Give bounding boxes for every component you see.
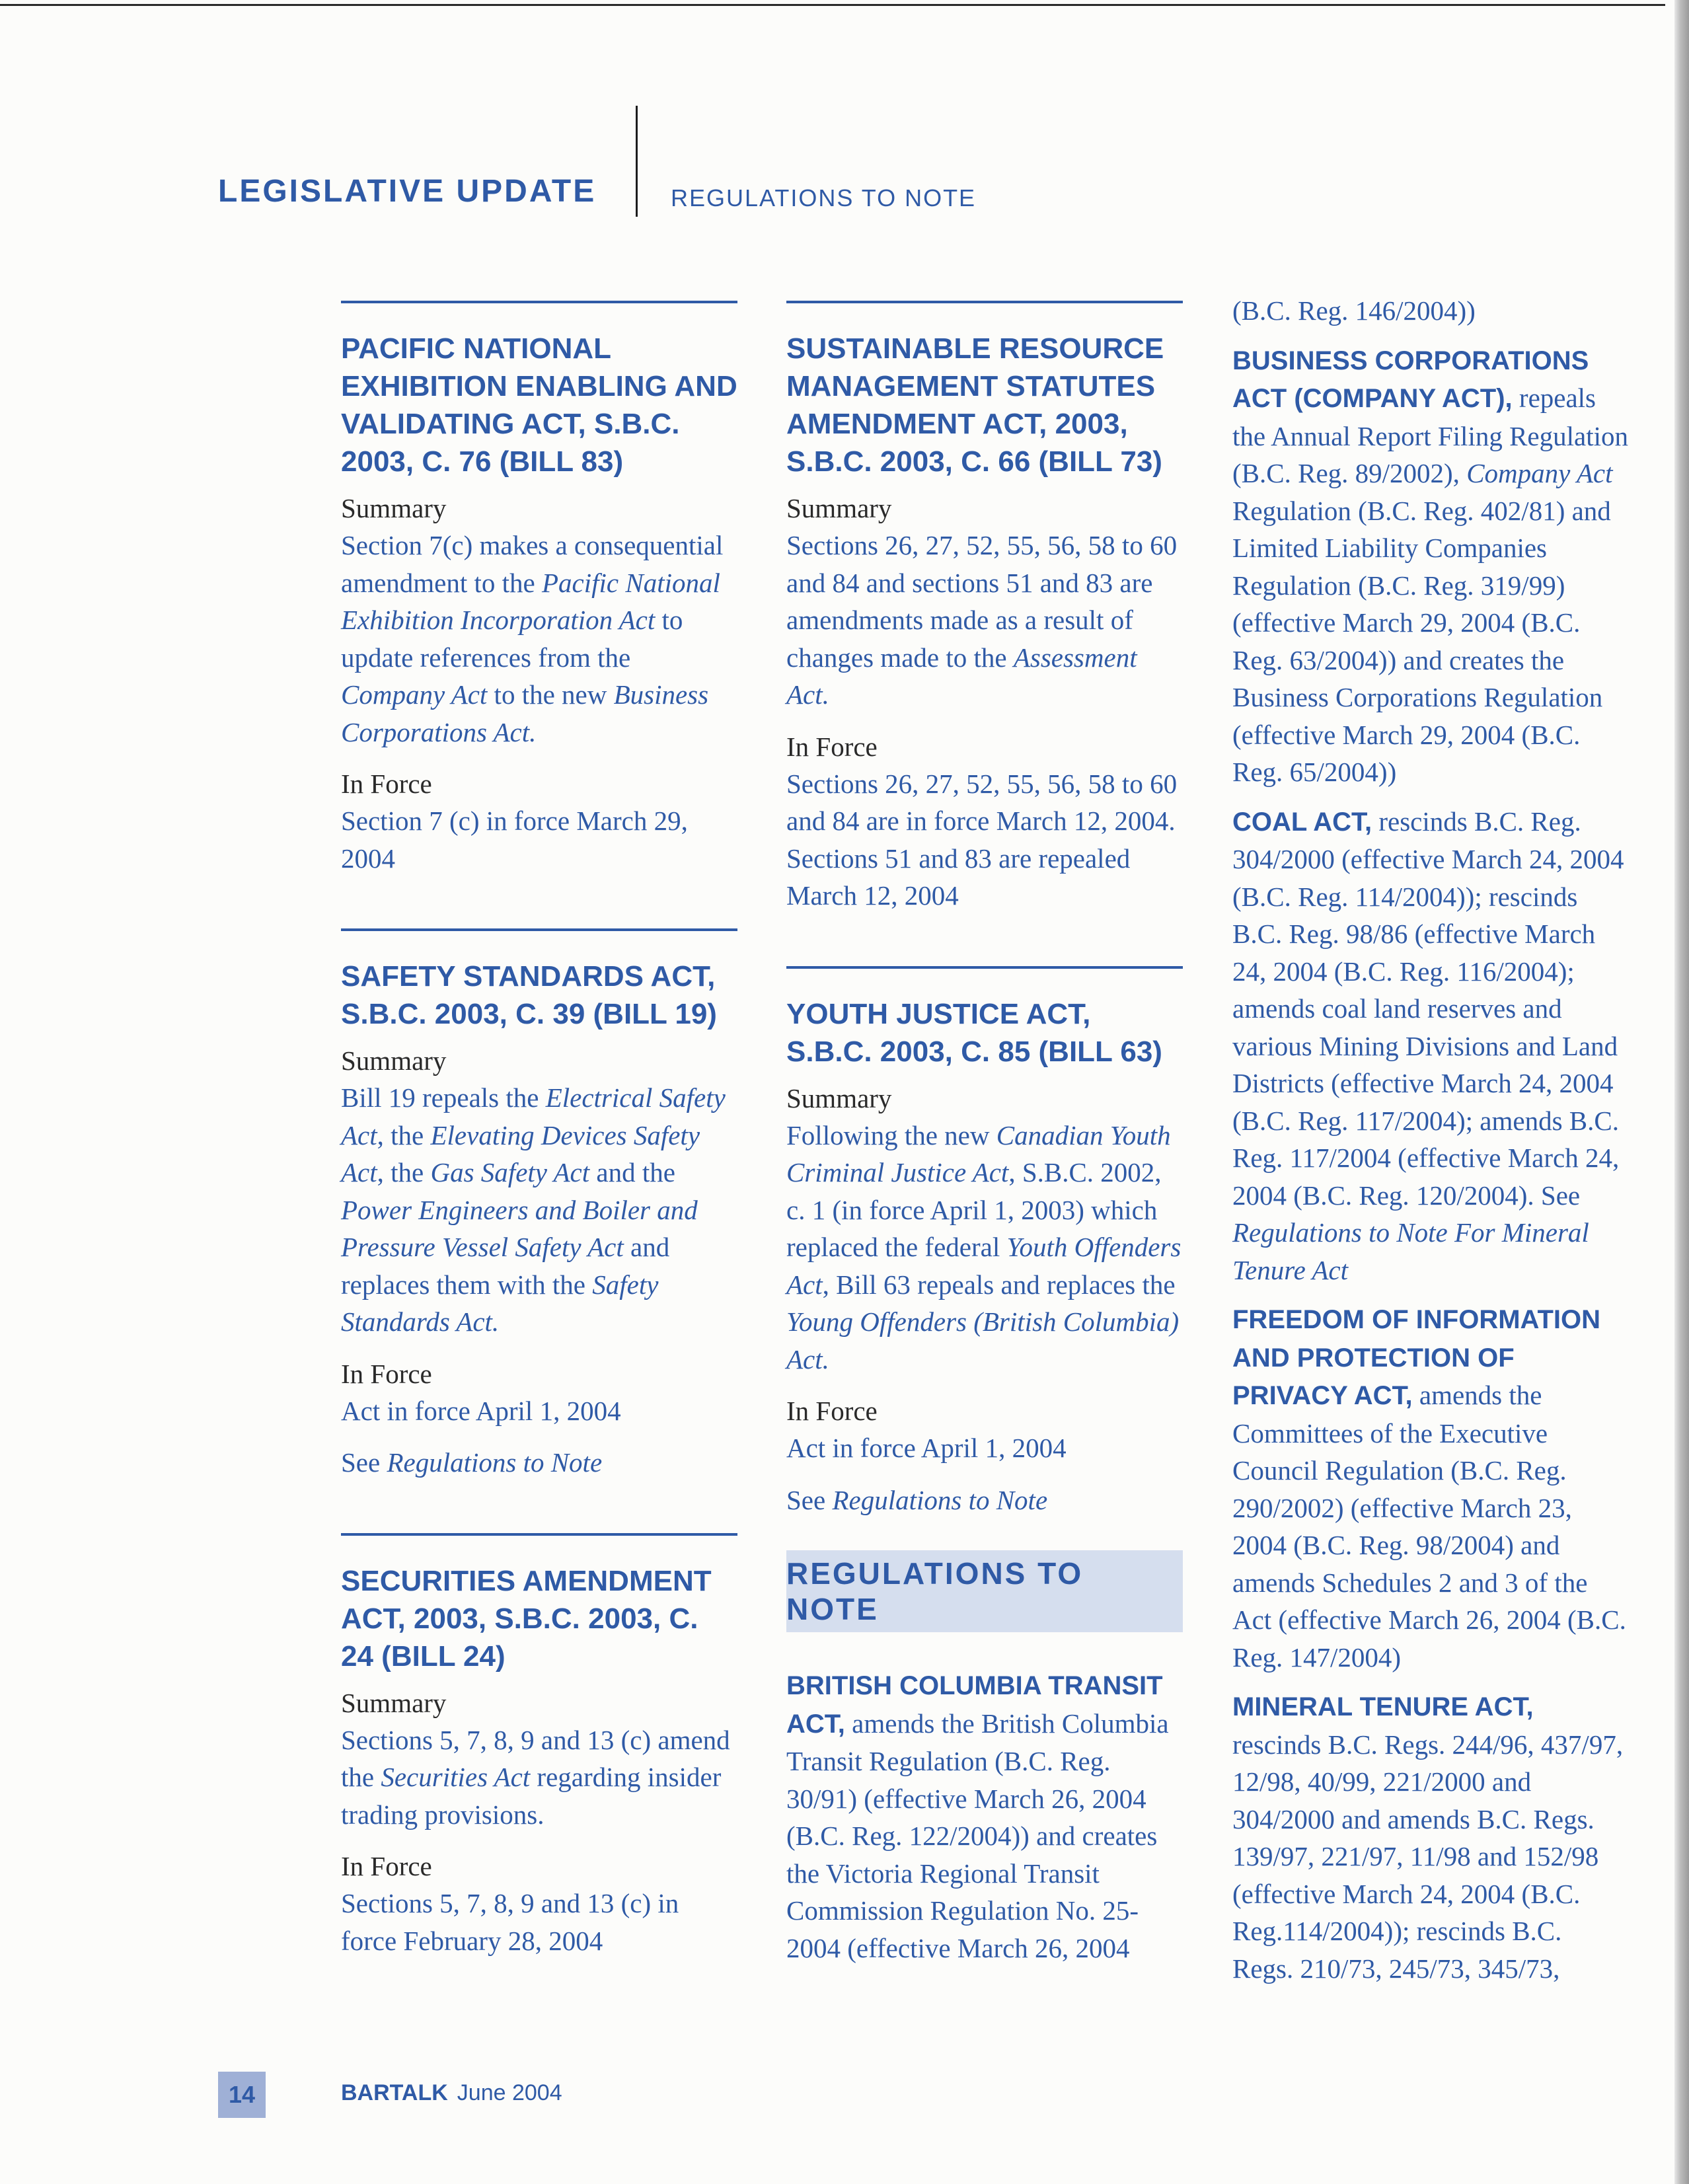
act-summary	[341, 1721, 737, 1834]
text-run: to update references from the	[341, 605, 683, 673]
in-force-label: In Force	[786, 1396, 878, 1426]
regulation-text	[1232, 806, 1624, 1285]
see-reference	[341, 1444, 737, 1482]
text-run: Regulation (B.C. Reg. 402/81) and Limited Liability Companies Regulation (B.C. Reg. 319/99) (effective March 29, 2004 (B.C. Reg. 63/2004)) and creates the Business Corporations Regulation (effective March 29, 2004 (B.C. Reg. 65/2004))	[1232, 495, 1611, 787]
act-title: YOUTH JUSTICE ACT, S.B.C. 2003, C. 85 (BILL 63)	[786, 997, 1162, 1068]
text-run: rescinds B.C. Regs. 244/96, 437/97, 12/98, 40/99, 221/2000 and 304/2000 and amends B.C. Regs. 139/97, 221/97, 11/98 and 152/98 (effective March 24, 2004 (B.C. Reg.114/2004)); rescinds B.C. Regs. 210/73, 245/73, 345/73,	[1232, 1729, 1624, 1984]
regulation-text	[1232, 1380, 1626, 1673]
in-force-label: In Force	[341, 1851, 432, 1881]
summary-label: Summary	[786, 1082, 892, 1113]
section-subtitle: REGULATIONS TO NOTE	[671, 184, 977, 211]
text-run: Sections 5, 7, 8, 9 and 13 (c) amend the	[341, 1724, 730, 1792]
act-in-force: Act in force April 1, 2004	[341, 1395, 621, 1426]
act-in-force: Act in force April 1, 2004	[786, 1433, 1067, 1463]
italic-text: Company Act	[341, 679, 488, 710]
text-run: Section 7(c) makes a consequential amendment to the	[341, 530, 724, 598]
act-block	[786, 995, 1183, 1519]
text-run: Bill 19 repeals the	[341, 1082, 546, 1113]
act-summary	[341, 527, 737, 751]
act-title: SECURITIES AMENDMENT ACT, 2003, S.B.C. 2003, C. 24 (BILL 24)	[341, 1564, 712, 1673]
summary-label: Summary	[786, 493, 892, 523]
italic-text: Securities Act	[381, 1762, 531, 1792]
see-prefix: See	[341, 1447, 387, 1478]
text-run: , the	[377, 1157, 431, 1187]
see-link[interactable]: Regulations to Note	[832, 1484, 1048, 1515]
regulation-entry	[1232, 803, 1629, 1289]
column-2	[786, 301, 1183, 1978]
regulation-entry	[1232, 342, 1629, 791]
act-summary	[786, 527, 1183, 714]
regulation-text	[786, 1708, 1169, 1963]
text-run: repeals the Annual Report Filing Regulation (B.C. Reg. 89/2002),	[1232, 383, 1629, 488]
summary-label: Summary	[341, 1687, 447, 1718]
act-title: SUSTAINABLE RESOURCE MANAGEMENT STATUTES AMENDMENT ACT, 2003, S.B.C. 2003, C. 66 (BILL 73)	[786, 332, 1164, 478]
italic-text: Business Corporations Act.	[341, 679, 709, 747]
regulations-heading-box: REGULATIONS TO NOTE	[786, 1550, 1183, 1632]
act-block	[786, 330, 1183, 915]
page-edge-shadow	[1674, 0, 1689, 2184]
section-title: LEGISLATIVE UPDATE	[218, 174, 597, 209]
italic-text: Power Engineers and Boiler and Pressure Vessel Safety Act	[341, 1194, 698, 1262]
italic-text: Regulations to Note For Mineral Tenure Act	[1232, 1217, 1589, 1285]
text-run: rescinds B.C. Reg. 304/2000 (effective March 24, 2004 (B.C. Reg. 114/2004)); rescinds B.C. Reg. 98/86 (effective March 24, 2004 (B.C. Reg. 116/2004); amends coal land reserves and various Mining Divisions and Land Districts (effective March 24, 2004 (B.C. Reg. 117/2004); amends B.C. Reg. 117/2004 (effective March 24, 2004 (B.C. Reg. 120/2004). See	[1232, 806, 1624, 1211]
text-run: and replaces them with the	[341, 1232, 670, 1300]
italic-text: Company Act	[1466, 458, 1613, 488]
act-summary	[341, 1079, 737, 1341]
regulation-entry	[1232, 1300, 1629, 1676]
italic-text: Safety Standards Act.	[341, 1269, 659, 1337]
act-in-force: Section 7 (c) in force March 29, 2004	[341, 806, 688, 874]
act-summary	[786, 1117, 1183, 1378]
regulation-act-name: FREEDOM OF INFORMATION AND PROTECTION OF PRIVACY ACT,	[1232, 1305, 1600, 1410]
in-force-label: In Force	[341, 1358, 432, 1389]
regulation-act-name: COAL ACT,	[1232, 807, 1372, 837]
section-rule	[786, 301, 1183, 303]
column-1	[341, 301, 737, 1959]
section-rule	[341, 1533, 737, 1536]
publication-name: BARTALK	[341, 2080, 448, 2105]
act-title: SAFETY STANDARDS ACT, S.B.C. 2003, C. 39 (BILL 19)	[341, 960, 717, 1030]
regulation-act-name: BUSINESS CORPORATIONS ACT (COMPANY ACT),	[1232, 346, 1589, 413]
regulation-continuation: (B.C. Reg. 146/2004))	[1232, 295, 1476, 326]
act-in-force: Sections 26, 27, 52, 55, 56, 58 to 60 and 84 are in force March 12, 2004. Sections 51 and 83 are repealed March 12, 2004	[786, 768, 1178, 911]
italic-text: Electrical Safety Act	[341, 1082, 726, 1150]
text-run: amends the Committees of the Executive Council Regulation (B.C. Reg. 290/2002) (effective March 23, 2004 (B.C. Reg. 98/2004) and amends Schedules 2 and 3 of the Act (effective March 26, 2004 (B.C. Reg. 147/2004)	[1232, 1380, 1626, 1673]
regulation-text	[1232, 383, 1628, 787]
section-rule	[341, 301, 737, 303]
italic-text: Gas Safety Act	[430, 1157, 590, 1187]
summary-label: Summary	[341, 1045, 447, 1076]
section-rule	[341, 928, 737, 931]
act-title: PACIFIC NATIONAL EXHIBITION ENABLING AND VALIDATING ACT, S.B.C. 2003, C. 76 (BILL 83)	[341, 332, 737, 478]
act-block	[341, 1562, 737, 1960]
issue-date: June 2004	[457, 2080, 562, 2105]
regulation-text	[1232, 1729, 1623, 1984]
see-reference	[786, 1482, 1183, 1519]
text-run: Sections 26, 27, 52, 55, 56, 58 to 60 and 84 and sections 51 and 83 are amendments made as a result of changes made to the	[786, 530, 1178, 673]
italic-text: Young Offenders (British Columbia) Act.	[786, 1306, 1180, 1374]
act-block	[341, 330, 737, 877]
italic-text: Elevating Devices Safety Act	[341, 1119, 700, 1187]
in-force-label: In Force	[786, 731, 878, 762]
act-in-force: Sections 5, 7, 8, 9 and 13 (c) in force February 28, 2004	[341, 1888, 679, 1956]
italic-text: Canadian Youth Criminal Justice Act	[786, 1119, 1171, 1187]
act-block	[341, 958, 737, 1482]
text-run: , the	[377, 1119, 431, 1150]
text-run: , S.B.C. 2002, c. 1 (in force April 1, 2003) which replaced the federal	[786, 1157, 1162, 1262]
regulation-entry	[786, 1667, 1183, 1967]
text-run: and the	[589, 1157, 675, 1187]
italic-text: Assessment Act.	[786, 642, 1137, 710]
text-run: Following the new	[786, 1119, 996, 1150]
text-run: regarding insider trading provisions.	[341, 1762, 722, 1830]
regulation-list	[786, 1667, 1183, 1967]
top-rule	[0, 4, 1665, 6]
regulation-entry	[1232, 1688, 1629, 1987]
see-prefix: See	[786, 1484, 833, 1515]
see-link[interactable]: Regulations to Note	[387, 1447, 603, 1478]
header-divider	[636, 106, 638, 217]
regulation-act-name: BRITISH COLUMBIA TRANSIT ACT,	[786, 1671, 1163, 1739]
summary-label: Summary	[341, 493, 447, 523]
footer	[341, 2080, 562, 2106]
page-number: 14	[218, 2072, 266, 2118]
column-3	[1232, 292, 1629, 1999]
italic-text: Youth Offenders Act	[786, 1232, 1182, 1300]
text-run: amends the British Columbia Transit Regulation (B.C. Reg. 30/91) (effective March 26, 2004 (B.C. Reg. 122/2004)) and creates the Victoria Regional Transit Commission Regulation No. 25-2004 (effective March 26, 2004	[786, 1708, 1169, 1963]
italic-text: Pacific National Exhibition Incorporation Act	[341, 567, 720, 635]
section-rule	[786, 966, 1183, 969]
text-run: to the new	[487, 679, 614, 710]
in-force-label: In Force	[341, 769, 432, 799]
regulation-act-name: MINERAL TENURE ACT,	[1232, 1692, 1534, 1721]
text-run: , Bill 63 repeals and replaces the	[822, 1269, 1176, 1300]
